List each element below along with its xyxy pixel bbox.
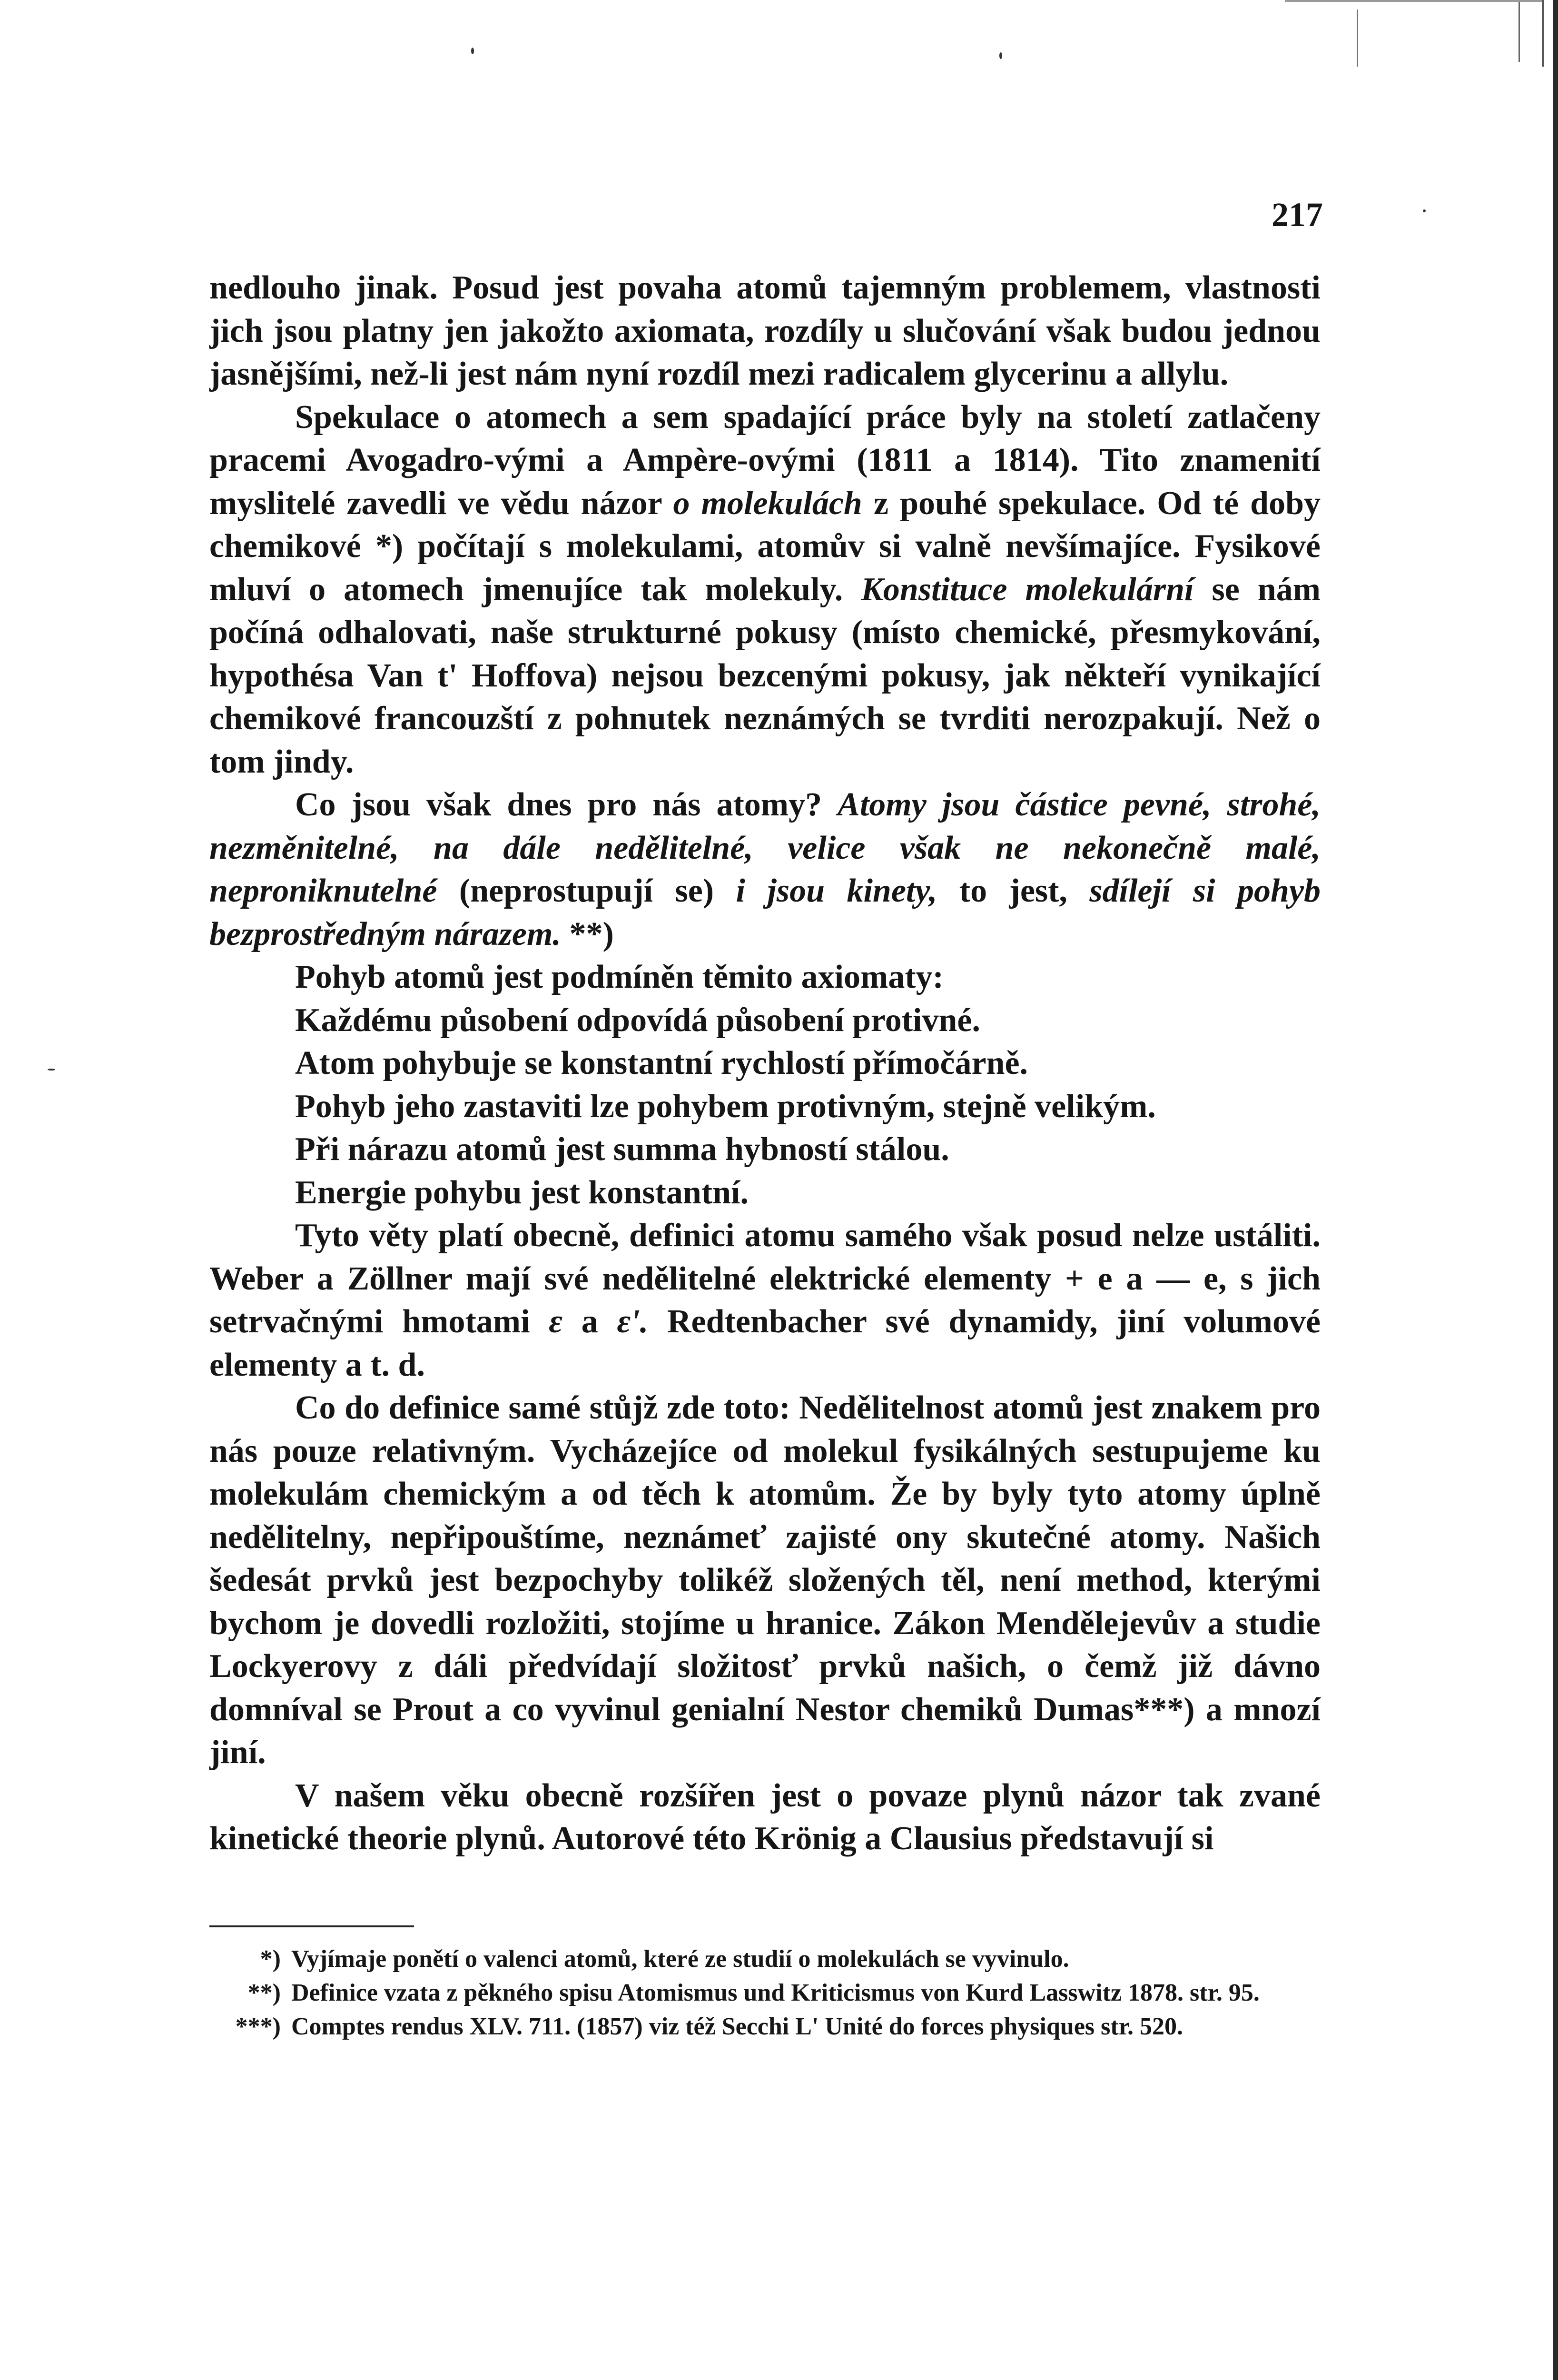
footnote: [209, 1976, 1321, 2010]
scan-speck: [471, 48, 474, 54]
scan-edge-top: [1285, 0, 1542, 2]
text-run: se nám počíná odhalovati, naše strukturné pokusy (místo chemické, přesmykování, hypothésa Van t' Hoffova) nejsou bezcenými pokusy, jak někteří vynikající chemikové francouzští z pohnutek neznámých se tvrditi nerozpakují. Než o tom jindy.: [209, 571, 1321, 780]
footnote-text: Vyjímaje ponětí o valenci atomů, které ze studií o molekulách se vyvinulo.: [291, 1945, 1069, 1973]
text-run: a: [581, 1303, 598, 1340]
emphasis: sdílejí si pohyb bezprostředným nárazem.: [209, 873, 1321, 952]
scan-mark: [1519, 0, 1520, 62]
scan-edge-right: [1553, 0, 1558, 2380]
page-number: 217: [1272, 196, 1323, 234]
text-run: Spekulace o atomech a sem spadající práce byly na století zatlačeny pracemi Avogadro-vými a Ampère-ovými (1811 a 1814). Tito znamenití myslitelé zavedli ve vědu názor: [209, 398, 1321, 522]
emphasis: i jsou kinety,: [736, 873, 937, 909]
footnote: [209, 1942, 1321, 1976]
paragraph: [209, 783, 1321, 956]
text-run: z pouhé spekulace. Od té doby chemikové *) počítají s molekulami, atomův si valně nevšímajíce. Fysikové mluví o atomech jmenujíce tak molekuly.: [209, 485, 1321, 608]
footnote-text: Definice vzata z pěkného spisu Atomismus und Kriticismus von Kurd Lasswitz 1878. str. 95.: [291, 1979, 1260, 2006]
axiom-line: Každému působení odpovídá působení protivné.: [295, 1002, 980, 1039]
scan-mark: [1357, 10, 1358, 67]
emphasis: Atomy jsou částice pevné, strohé, nezměnitelné, na dále nedělitelné, velice však ne nekonečně malé, neproniknutelné: [209, 786, 1321, 909]
footnote: [209, 2010, 1321, 2043]
paragraph: V našem věku obecně rozšířen jest o povaze plynů názor tak zvané kinetické theorie plynů. Autorové této Krönig a Clausius představují si: [209, 1777, 1321, 1857]
axiom-line: Při nárazu atomů jest summa hybností stálou.: [295, 1131, 949, 1168]
text-run: Redtenbacher své dynamidy, jiní volumové elementy a t. d.: [209, 1303, 1321, 1383]
scan-speck: [1423, 209, 1426, 212]
footnote-text: Comptes rendus XLV. 711. (1857) viz též Secchi L' Unité do forces physiques str. 520.: [291, 2013, 1183, 2040]
text-run: (neprostupují se): [459, 873, 714, 909]
footnote-mark: *): [260, 1945, 281, 1973]
paragraph: [209, 396, 1321, 784]
body-text: [209, 267, 1321, 1861]
scan-speck: [999, 52, 1002, 59]
axiom-line: Energie pohybu jest konstantní.: [295, 1174, 749, 1211]
text-run: to jest,: [959, 873, 1067, 909]
emphasis: o molekulách: [673, 485, 862, 522]
footnotes: [209, 1942, 1321, 2043]
emphasis: Konstituce molekulární: [861, 571, 1194, 608]
footnote-ref: **): [569, 915, 614, 952]
text-run: Co jsou však dnes pro nás atomy?: [295, 786, 822, 823]
scan-mark: [1542, 0, 1544, 67]
paragraph: Co do definice samé stůjž zde toto: Nedělitelnost atomů jest znakem pro nás pouze relativným. Vycházejíce od molekul fysikálných sestupujeme ku molekulám chemickým a od těch k atomům. Že by byly tyto atomy úplně nedělitelny, nepřipouštíme, neznámeť zajisté ony skutečné atomy. Našich šedesát prvků jest bezpochyby tolikéž složených těl, není method, kterými bychom je dovedli rozložiti, stojíme u hranice. Zákon Mendělejevův a studie Lockyerovy z dáli předvídají složitosť prvků našich, o čemž již dávno domníval se Prout a co vyvinul genialní Nestor chemiků Dumas***) a mnozí jiní.: [209, 1389, 1321, 1771]
axiom-line: Pohyb jeho zastaviti lze pohybem protivným, stejně velikým.: [295, 1088, 1156, 1125]
text-run: Tyto věty platí obecně, definici atomu samého však posud nelze ustáliti. Weber a Zöllner mají své nedělitelné elektrické elementy + e a — e, s jich setrvačnými hmotami: [209, 1217, 1321, 1340]
paragraph: [209, 1214, 1321, 1387]
paragraph: nedlouho jinak. Posud jest povaha atomů tajemným problemem, vlastnosti jich jsou platny jen jakožto axiomata, rozdíly u slučování však budou jednou jasnějšími, než-li jest nám nyní rozdíl mezi radicalem glycerinu a allylu.: [209, 269, 1321, 392]
emphasis: ε'.: [617, 1303, 649, 1340]
axiom-line: Atom pohybuje se konstantní rychlostí přímočárně.: [295, 1045, 1028, 1081]
scan-speck: [48, 1069, 55, 1071]
footnote-mark: **): [247, 1979, 281, 2006]
footnote-mark: ***): [235, 2013, 281, 2040]
footnote-divider: [209, 1925, 414, 1927]
emphasis: ε: [549, 1303, 562, 1340]
axiom-line: Pohyb atomů jest podmíněn těmito axiomaty:: [295, 959, 944, 995]
